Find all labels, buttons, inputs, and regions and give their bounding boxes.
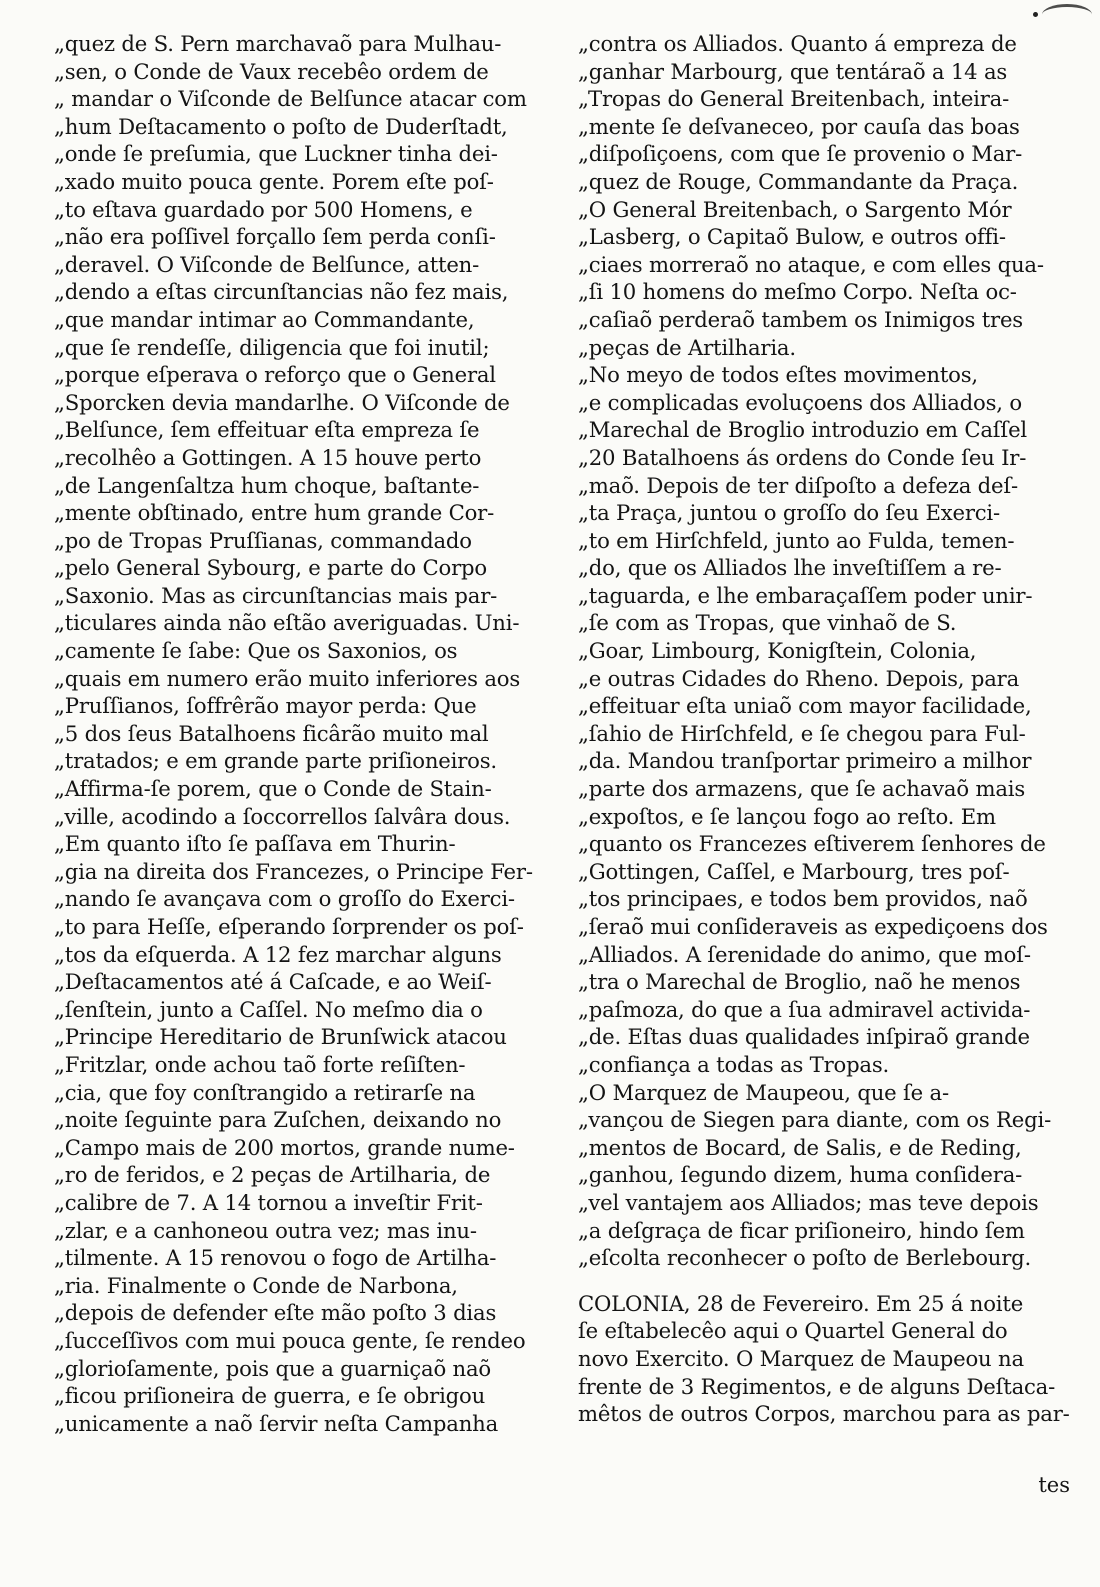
text-line: „do, que os Alliados lhe inveſtiſſem a re- (578, 555, 1002, 581)
text-line: „mentos de Bocard, de Salis, e de Reding, (578, 1134, 1022, 1160)
section-gap (578, 1272, 1078, 1290)
text-line: „ mandar o Viſconde de Belſunce atacar com (54, 86, 527, 112)
text-line: „Belſunce, ſem effeituar eſta empreza ſe (54, 417, 480, 443)
text-line: „to para Heſſe, eſperando ſorprender os poſ- (54, 914, 524, 939)
text-line: COLONIA, 28 de Fevereiro. Em 25 á noite (578, 1290, 1024, 1316)
left-text-column (54, 30, 554, 1437)
text-line: „quez de Rouge, Commandante da Praça. (578, 168, 1019, 194)
text-line: „quanto os Francezes eſtiverem ſenhores de (578, 831, 1046, 857)
text-line: „deravel. O Viſconde de Belſunce, atten- (54, 251, 480, 277)
text-line: „Saxonio. Mas as circunſtancias mais par- (54, 582, 498, 608)
text-line: „Goar, Limbourg, Konigſtein, Colonia, (578, 638, 977, 664)
text-line: „unicamente a naõ ſervir neſta Campanha (54, 1410, 499, 1436)
text-line: „ciaes morreraõ no ataque, e com elles qua- (578, 251, 1044, 277)
text-line: „xado muito pouca gente. Porem eſte poſ- (54, 168, 494, 194)
text-line: „Alliados. A ſerenidade do animo, que moſ- (578, 941, 1031, 967)
text-line: „caſiaõ perderaõ tambem os Inimigos tres (578, 306, 1023, 332)
text-line: „sen, o Conde de Vaux recebêo ordem de (54, 58, 489, 84)
text-line: „Principe Hereditario de Brunſwick atacou (54, 1024, 507, 1050)
text-line: „ſucceſſivos com mui pouca gente, ſe rendeo (54, 1327, 526, 1353)
text-line: „20 Batalhoens ás ordens do Conde ſeu Ir- (578, 444, 1027, 470)
text-line: „to eſtava guardado por 500 Homens, e (54, 196, 473, 222)
text-line: „da. Mandou tranſportar primeiro a milhor (578, 748, 1032, 774)
text-line: „diſpoſiçoens, com que ſe provenio o Mar- (578, 141, 1023, 167)
text-line: „Gottingen, Caſſel, e Marbourg, tres poſ- (578, 858, 1010, 884)
text-line: „contra os Alliados. Quanto á empreza de (578, 31, 1017, 56)
text-line: „depois de defender eſte mão poſto 3 dias (54, 1300, 497, 1326)
right-text-column (578, 30, 1078, 1428)
text-line: „taguarda, e lhe embaraçaſſem poder unir- (578, 582, 1033, 608)
text-line: „ſenſtein, junto a Caſſel. No meſmo dia o (54, 996, 483, 1022)
text-line: „O Marquez de Maupeou, que ſe a- (578, 1079, 949, 1105)
right-column-paragraphs (578, 30, 1078, 1272)
text-line: „No meyo de todos eſtes movimentos, (578, 362, 978, 388)
text-line: „expoſtos, e ſe lançou fogo ao reſto. Em (578, 803, 996, 829)
text-line: „ſahio de Hirſchfeld, e ſe chegou para Ful- (578, 720, 1026, 746)
text-line: „noite ſeguinte para Zuſchen, deixando no (54, 1107, 502, 1133)
text-line: „pelo General Sybourg, e parte do Corpo (54, 555, 487, 581)
text-line: „tra o Marechal de Broglio, naõ he menos (578, 969, 1021, 995)
text-line: „ganhou, ſegundo dizem, huma conſidera- (578, 1162, 1023, 1188)
page-corner-dot (1033, 12, 1038, 17)
text-line: „O General Breitenbach, o Sargento Mór (578, 196, 1012, 222)
text-line: „confiança a todas as Tropas. (578, 1051, 890, 1077)
text-line: „tos da eſquerda. A 12 fez marchar alguns (54, 941, 502, 967)
text-line: „zlar, e a canhoneou outra vez; mas inu- (54, 1217, 477, 1243)
text-line: „cia, que foy conſtrangido a retirarſe na (54, 1079, 476, 1105)
text-line: „parte dos armazens, que ſe achavaõ mais (578, 776, 1026, 802)
text-line: „quez de S. Pern marchavaõ para Mulhau- (54, 31, 502, 56)
catchword: tes (1038, 1473, 1070, 1497)
text-line: „não era poſſivel forçallo ſem perda conſi- (54, 224, 496, 250)
text-line: „ſe com as Tropas, que vinhaõ de S. (578, 610, 957, 636)
text-line: „recolhêo a Gottingen. A 15 houve perto (54, 444, 482, 470)
text-line: „de. Eſtas duas qualidades inſpiraõ grande (578, 1024, 1030, 1050)
text-line: „Pruſſianos, ſoffrêrão mayor perda: Que (54, 693, 477, 719)
text-line: „ficou priſioneira de guerra, e ſe obrigou (54, 1383, 486, 1409)
text-line: „ticulares ainda não eſtão averiguadas. Uni- (54, 610, 520, 636)
text-line: „Lasberg, o Capitaõ Bulow, e outros offi- (578, 224, 1006, 250)
text-line: „Em quanto iſto ſe paſſava em Thurin- (54, 831, 456, 857)
text-line: „hum Deſtacamento o poſto de Duderſtadt, (54, 113, 508, 139)
text-line: „ganhar Marbourg, que tentáraõ a 14 as (578, 58, 1008, 84)
text-line: „eſcolta reconhecer o poſto de Berlebourg. (578, 1245, 1032, 1271)
text-line: „glorioſamente, pois que a guarniçaõ naõ (54, 1355, 491, 1381)
text-line: „Marechal de Broglio introduzio em Caſſel (578, 417, 1027, 443)
bleed-through-footer (230, 1478, 870, 1492)
text-line: „ria. Finalmente o Conde de Narbona, (54, 1272, 458, 1298)
text-line: „5 dos ſeus Batalhoens ficârão muito mal (54, 720, 489, 746)
text-line: „ro de feridos, e 2 peças de Artilharia, de (54, 1162, 491, 1188)
text-line: „camente ſe ſabe: Que os Saxonios, os (54, 638, 458, 664)
text-line: „paſmoza, do que a ſua admiravel actividа- (578, 996, 1031, 1022)
text-line: „quais em numero erão muito inferiores aos (54, 665, 521, 691)
text-line: frente de 3 Regimentos, e de alguns Deſtaca- (578, 1373, 1056, 1399)
text-line: „mente obſtinado, entre hum grande Cor- (54, 500, 495, 526)
text-line: „maõ. Depois de ter diſpoſto a defeza deſ- (578, 472, 1018, 498)
text-line: „effeituar eſta uniaõ com mayor facilidade, (578, 693, 1032, 719)
text-line: „a deſgraça de ficar priſioneiro, hindo ſem (578, 1217, 1025, 1243)
colonia-dispatch (578, 1290, 1078, 1428)
text-line: „ſi 10 homens do meſmo Corpo. Neſta oc- (578, 279, 1017, 305)
text-line: ſe eſtabelecêo aqui o Quartel General do (578, 1318, 1008, 1344)
text-line: „de Langenſaltza hum choque, baſtante- (54, 472, 480, 498)
text-line: „e complicadas evoluçoens dos Alliados, o (578, 389, 1022, 415)
text-line: „Campo mais de 200 mortos, grande nume- (54, 1134, 515, 1160)
text-line: „tilmente. A 15 renovou o fogo de Artilha- (54, 1245, 497, 1271)
text-line: „to em Hirſchfeld, junto ao Fulda, temen- (578, 527, 1015, 553)
text-line: „gia na direita dos Francezes, o Principe Fer- (54, 858, 533, 884)
text-line: „que mandar intimar ao Commandante, (54, 306, 475, 332)
page-corner-mark (1042, 4, 1092, 25)
text-line: „tos principaes, e todos bem providos, naõ (578, 886, 1028, 912)
text-line: „Sporcken devia mandarlhe. O Viſconde de (54, 389, 510, 415)
text-line: „vançou de Siegen para diante, com os Regi- (578, 1107, 1052, 1133)
text-line: „que ſe rendeſſe, diligencia que foi inutil; (54, 334, 490, 360)
text-line: „peças de Artilharia. (578, 334, 796, 360)
text-line: „po de Tropas Pruſſianas, commandado (54, 527, 472, 553)
text-line: „ſeraõ mui conſideraveis as expediçoens dos (578, 914, 1048, 939)
text-line: „tratados; e em grande parte priſioneiros. (54, 748, 497, 774)
text-line: novo Exercito. O Marquez de Maupeou na (578, 1345, 1024, 1371)
text-line: „Fritzlar, onde achou taõ forte reſiſten- (54, 1051, 466, 1077)
text-line: „e outras Cidades do Rheno. Depois, para (578, 665, 1020, 691)
text-line: „Affirma-ſe porem, que o Conde de Stain- (54, 776, 492, 802)
text-line: „dendo a eſtas circunſtancias não fez mais, (54, 279, 509, 305)
text-line: „ville, acodindo a ſoccorrellos ſalvâra dous. (54, 803, 511, 829)
text-line: „porque eſperava o reforço que o General (54, 362, 496, 388)
text-line: „Deſtacamentos até á Caſcade, e ao Weiſ- (54, 969, 492, 995)
text-line: mêtos de outros Corpos, marchou para as par- (578, 1401, 1070, 1427)
text-line: „mente ſe deſvaneceo, por cauſa das boas (578, 113, 1020, 139)
text-line: „calibre de 7. A 14 tornou a inveſtir Frit- (54, 1189, 483, 1215)
text-line: „Tropas do General Breitenbach, inteira- (578, 86, 1010, 112)
text-line: „onde ſe preſumia, que Luckner tinha dei- (54, 141, 498, 167)
text-line: „ta Praça, juntou o groſſo do ſeu Exerci- (578, 500, 1000, 526)
text-line: „nando ſe avançava com o groſſo do Exerci- (54, 886, 515, 912)
text-line: „vel vantajem aos Alliados; mas teve depois (578, 1189, 1039, 1215)
